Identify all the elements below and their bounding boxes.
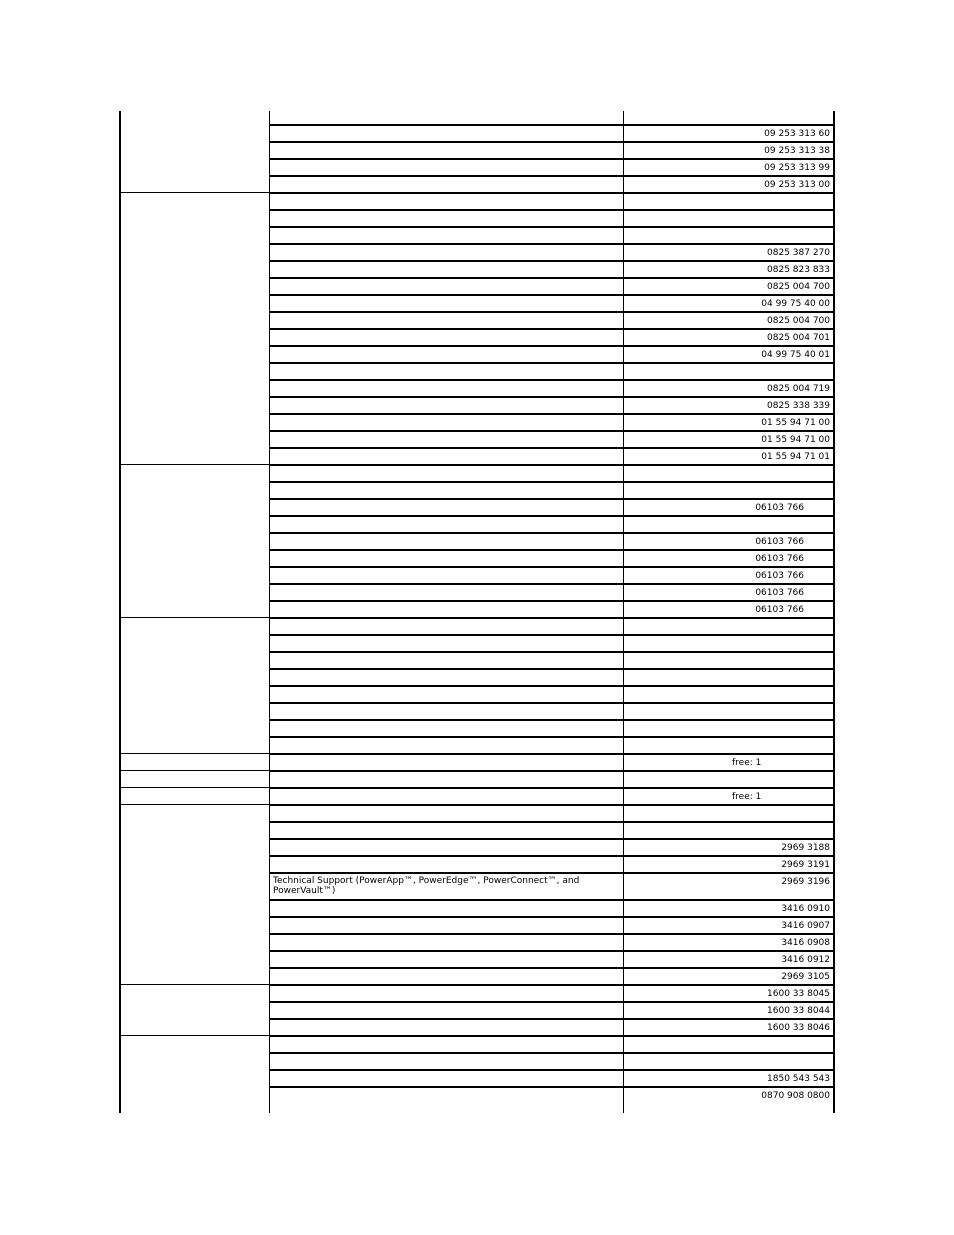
row-separator xyxy=(269,804,834,806)
phone-number-cell: free: 1 xyxy=(732,758,762,768)
row-separator xyxy=(269,141,834,143)
row-separator xyxy=(269,498,834,500)
phone-number-cell: 09 253 313 60 xyxy=(764,129,830,139)
phone-number-cell: 0825 004 719 xyxy=(767,384,830,394)
row-separator xyxy=(269,413,834,415)
row-separator xyxy=(269,1001,834,1003)
row-separator xyxy=(269,294,834,296)
phone-number-cell: 0825 004 700 xyxy=(767,316,830,326)
row-separator xyxy=(269,702,834,704)
row-separator xyxy=(269,736,834,738)
row-separator xyxy=(269,447,834,449)
row-separator xyxy=(269,872,834,874)
row-separator xyxy=(269,950,834,952)
row-separator xyxy=(269,753,834,755)
phone-number-cell: 06103 766 xyxy=(755,605,804,615)
row-separator xyxy=(269,855,834,857)
row-separator xyxy=(269,362,834,364)
row-separator xyxy=(269,770,834,772)
phone-number-cell: 06103 766 xyxy=(755,554,804,564)
row-separator xyxy=(269,1018,834,1020)
row-separator xyxy=(269,1069,834,1071)
row-separator xyxy=(269,328,834,330)
row-separator xyxy=(269,967,834,969)
phone-number-cell: 0825 823 833 xyxy=(767,265,830,275)
phone-number-cell: 2969 3191 xyxy=(781,860,830,870)
phone-number-cell: 01 55 94 71 00 xyxy=(761,418,830,428)
row-separator xyxy=(269,175,834,177)
phone-number-cell: 0825 387 270 xyxy=(767,248,830,258)
phone-number-cell: 06103 766 xyxy=(755,537,804,547)
row-separator xyxy=(269,719,834,721)
phone-number-cell: 3416 0912 xyxy=(781,955,830,965)
row-separator xyxy=(269,668,834,670)
phone-number-cell: 3416 0907 xyxy=(781,921,830,931)
row-separator xyxy=(269,430,834,432)
row-separator xyxy=(269,158,834,160)
row-separator xyxy=(269,787,834,789)
row-separator xyxy=(269,532,834,534)
row-separator xyxy=(269,1086,834,1088)
phone-number-cell: 0870 908 0800 xyxy=(761,1091,830,1101)
row-separator xyxy=(269,821,834,823)
row-separator xyxy=(269,379,834,381)
phone-number-cell: 09 253 313 99 xyxy=(764,163,830,173)
row-separator xyxy=(269,1052,834,1054)
row-separator xyxy=(269,1035,834,1037)
row-separator xyxy=(269,345,834,347)
phone-number-cell: 06103 766 xyxy=(755,503,804,513)
phone-number-cell: 01 55 94 71 00 xyxy=(761,435,830,445)
phone-number-cell: 0825 338 339 xyxy=(767,401,830,411)
row-separator xyxy=(269,464,834,466)
row-separator xyxy=(269,396,834,398)
row-separator xyxy=(269,192,834,194)
row-separator xyxy=(269,515,834,517)
row-separator xyxy=(269,899,834,901)
phone-number-cell: 04 99 75 40 01 xyxy=(761,350,830,360)
phone-number-cell: 0825 004 701 xyxy=(767,333,830,343)
row-separator xyxy=(269,209,834,211)
phone-number-cell: 3416 0908 xyxy=(781,938,830,948)
row-separator xyxy=(269,566,834,568)
phone-number-cell: 06103 766 xyxy=(755,571,804,581)
phone-number-cell: 09 253 313 00 xyxy=(764,180,830,190)
phone-number-cell: 1600 33 8044 xyxy=(767,1006,830,1016)
phone-number-cell: 0825 004 700 xyxy=(767,282,830,292)
row-separator xyxy=(269,685,834,687)
phone-number-cell: free: 1 xyxy=(732,792,762,802)
row-separator xyxy=(269,617,834,619)
phone-number-cell: 2969 3196 xyxy=(781,877,830,887)
row-separator xyxy=(269,600,834,602)
row-separator xyxy=(269,311,834,313)
row-separator xyxy=(269,226,834,228)
row-separator xyxy=(269,549,834,551)
row-separator xyxy=(269,838,834,840)
phone-number-cell: 01 55 94 71 01 xyxy=(761,452,830,462)
phone-number-cell: 2969 3188 xyxy=(781,843,830,853)
row-separator xyxy=(269,277,834,279)
phone-number-cell: 04 99 75 40 00 xyxy=(761,299,830,309)
row-separator xyxy=(269,583,834,585)
phone-number-cell: 1600 33 8045 xyxy=(767,989,830,999)
phone-number-cell: 2969 3105 xyxy=(781,972,830,982)
row-separator xyxy=(269,481,834,483)
row-separator xyxy=(269,916,834,918)
row-separator xyxy=(269,243,834,245)
phone-number-cell: 09 253 313 38 xyxy=(764,146,830,156)
row-separator xyxy=(269,124,834,126)
phone-number-cell: 3416 0910 xyxy=(781,904,830,914)
row-separator xyxy=(269,984,834,986)
phone-number-cell: 06103 766 xyxy=(755,588,804,598)
row-separator xyxy=(269,260,834,262)
row-separator xyxy=(269,933,834,935)
row-separator xyxy=(269,651,834,653)
row-separator xyxy=(269,634,834,636)
column-border-left xyxy=(119,111,121,1113)
phone-number-cell: 1850 543 543 xyxy=(767,1074,830,1084)
description-cell: Technical Support (PowerApp™, PowerEdge™, PowerConnect™, and PowerVault™) xyxy=(273,876,580,896)
phone-number-cell: 1600 33 8046 xyxy=(767,1023,830,1033)
